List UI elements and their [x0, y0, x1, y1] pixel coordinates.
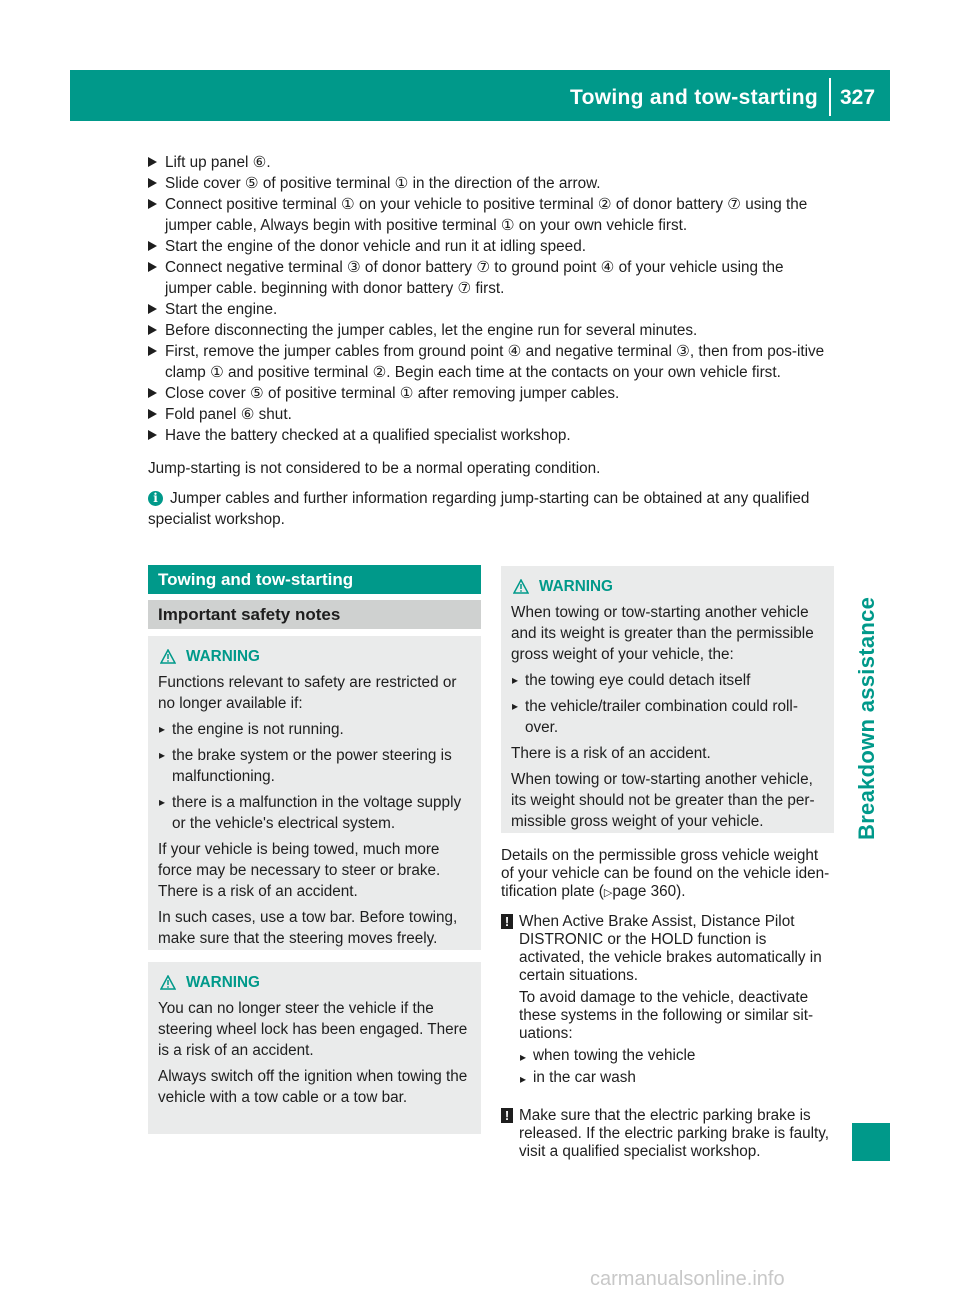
- step-text: . Begin each time at the contacts on your own vehicle first.: [386, 364, 781, 381]
- step-text: Connect positive terminal: [165, 196, 341, 213]
- step-arrow-icon: [148, 409, 157, 419]
- warning-intro: Functions relevant to safety are restricted or no longer available if:: [158, 674, 457, 712]
- step-text: and negative terminal: [521, 343, 677, 360]
- step-text: in the direction of the arrow.: [408, 175, 601, 192]
- step-arrow-icon: [148, 178, 157, 188]
- callout-number: ①: [210, 364, 224, 381]
- info-note: [148, 488, 834, 530]
- callout-number: ⑥: [252, 154, 267, 171]
- step-text: Start the engine.: [165, 301, 278, 318]
- step-arrow-icon: [148, 199, 157, 209]
- caution-paragraph: Make sure that the electric parking brake is released. If the electric parking brake is faulty, visit a qualified specialist workshop.: [519, 1107, 830, 1160]
- caution-paragraph: To avoid damage to the vehicle, deactivate these systems in the following or similar sit-uations:: [519, 989, 814, 1042]
- list-item: [519, 1047, 834, 1065]
- step-text: Lift up panel: [165, 154, 253, 171]
- step-text: of your vehicle using the jumper cable. beginning with donor battery: [165, 259, 784, 297]
- step-text: on your vehicle to positive terminal: [354, 196, 598, 213]
- step-text: using the jumper cable, Always begin with positive terminal: [165, 196, 808, 234]
- caution-icon: !: [501, 914, 513, 929]
- caution-paragraph: When Active Brake Assist, Distance Pilot DISTRONIC or the HOLD function is activated, the vehicle brakes automatically in certain situations.: [519, 913, 822, 984]
- warning-label: WARNING: [186, 974, 260, 991]
- step-text: Have the battery checked at a qualified specialist workshop.: [165, 427, 571, 444]
- step-text: Fold panel: [165, 406, 241, 423]
- step-arrow-icon: [148, 430, 157, 440]
- warning-paragraph: When towing or tow-starting another vehicle, its weight should not be greater than the per-missible gross weight of your vehicle.: [511, 771, 815, 830]
- step-item: [148, 257, 834, 299]
- step-text: after removing jumper cables.: [413, 385, 620, 402]
- step-text: .: [266, 154, 271, 171]
- bullet-icon: ▸: [512, 673, 519, 687]
- warning-triangle-icon: [513, 579, 529, 594]
- warning-heading: [158, 972, 473, 993]
- step-text: to ground point: [490, 259, 601, 276]
- list-item: [519, 1069, 834, 1087]
- step-text: on your own vehicle first.: [514, 217, 688, 234]
- callout-number: ②: [372, 364, 387, 381]
- callout-number: ①: [399, 385, 414, 402]
- callout-number: ①: [500, 217, 515, 234]
- details-paragraph: [501, 847, 834, 902]
- list-item-text: the brake system or the power steering is malfunctioning.: [172, 747, 452, 785]
- list-item-text: there is a malfunction in the voltage supply or the vehicle's electrical system.: [172, 794, 462, 832]
- chapter-marker: [852, 1123, 890, 1161]
- warning-triangle-icon: [160, 975, 176, 990]
- warning-heading: [511, 576, 826, 597]
- header-divider: [829, 78, 831, 116]
- subsection-heading: Important safety notes: [148, 600, 481, 629]
- warning-paragraph: In such cases, use a tow bar. Before towing, make sure that the steering moves freely.: [158, 909, 458, 947]
- callout-number: ⑤: [250, 385, 264, 402]
- warning-box-2: [148, 962, 481, 1134]
- warning-paragraph: There is a risk of an accident.: [511, 745, 711, 762]
- page-header-title: Towing and tow-starting: [570, 86, 818, 109]
- step-text: Start the engine of the donor vehicle and run it at idling speed.: [165, 238, 586, 255]
- step-text: of donor battery: [611, 196, 728, 213]
- step-text: , then from pos-itive clamp: [165, 343, 825, 381]
- bullet-icon: ▸: [159, 748, 166, 762]
- warning-paragraph: You can no longer steer the vehicle if the steering wheel lock has been engaged. There is a risk of an accident.: [158, 1000, 468, 1059]
- callout-number: ⑦: [727, 196, 741, 213]
- page-reference-link[interactable]: page 360: [612, 883, 677, 900]
- step-text: Connect negative terminal: [165, 259, 347, 276]
- step-arrow-icon: [148, 325, 157, 335]
- side-chapter-label: Breakdown assistance: [854, 596, 879, 840]
- bullet-icon: ▸: [159, 795, 166, 809]
- step-text: shut.: [254, 406, 292, 423]
- callout-number: ④: [507, 343, 522, 360]
- callout-number: ②: [597, 196, 612, 213]
- step-arrow-icon: [148, 157, 157, 167]
- warning-heading: [158, 646, 473, 667]
- list-item: [158, 719, 473, 740]
- list-item-text: the towing eye could detach itself: [525, 672, 751, 689]
- step-arrow-icon: [148, 241, 157, 251]
- list-item-text: in the car wash: [533, 1069, 636, 1086]
- callout-number: ⑥: [240, 406, 255, 423]
- list-item: [511, 696, 826, 738]
- step-list: [148, 152, 834, 446]
- callout-number: ③: [676, 343, 690, 360]
- step-text: of positive terminal: [258, 175, 395, 192]
- watermark: carmanualsonline.info: [590, 1268, 785, 1290]
- step-item: [148, 173, 834, 194]
- section-heading: Towing and tow-starting: [148, 565, 481, 594]
- step-arrow-icon: [148, 388, 157, 398]
- list-item: [158, 745, 473, 787]
- callout-number: ④: [600, 259, 615, 276]
- list-item-text: when towing the vehicle: [533, 1047, 696, 1064]
- step-item: [148, 425, 834, 446]
- list-item: [511, 670, 826, 691]
- step-text: Before disconnecting the jumper cables, let the engine run for several minutes.: [165, 322, 698, 339]
- step-item: [148, 383, 834, 404]
- details-text-end: ).: [676, 883, 686, 900]
- warning-label: WARNING: [186, 648, 260, 665]
- page-ref-arrow-icon: ▷: [603, 887, 613, 899]
- bullet-icon: ▸: [520, 1050, 527, 1064]
- caution-icon: !: [501, 1108, 513, 1123]
- warning-box-1: [148, 636, 481, 950]
- callout-number: ①: [341, 196, 355, 213]
- step-item: [148, 299, 834, 320]
- warning-intro: When towing or tow-starting another vehicle and its weight is greater than the permissible gross weight of your vehicle, the:: [511, 604, 814, 663]
- step-arrow-icon: [148, 262, 157, 272]
- step-text: Slide cover: [165, 175, 245, 192]
- bullet-icon: ▸: [159, 722, 166, 736]
- callout-number: ⑦: [457, 280, 472, 297]
- callout-number: ③: [346, 259, 361, 276]
- step-item: [148, 152, 834, 173]
- details-text: Details on the permissible gross vehicle weight of your vehicle can be found on the vehicle iden-tification plate (: [501, 847, 830, 900]
- note-text: Jump-starting is not considered to be a normal operating condition.: [148, 460, 601, 477]
- list-item: [158, 792, 473, 834]
- step-item: [148, 341, 834, 383]
- bullet-icon: ▸: [520, 1072, 527, 1086]
- step-item: [148, 404, 834, 425]
- caution-note-1: [501, 913, 834, 1091]
- step-text: Close cover: [165, 385, 251, 402]
- caution-note-2: [501, 1107, 834, 1161]
- list-item-text: the engine is not running.: [172, 721, 344, 738]
- step-item: [148, 236, 834, 257]
- step-text: of positive terminal: [263, 385, 400, 402]
- page-number: 327: [840, 86, 876, 109]
- callout-number: ⑤: [244, 175, 259, 192]
- step-text: and positive terminal: [223, 364, 373, 381]
- step-text: first.: [471, 280, 505, 297]
- warning-paragraph: Always switch off the ignition when towing the vehicle with a tow cable or a tow bar.: [158, 1068, 468, 1106]
- warning-box-3: [501, 566, 834, 833]
- step-arrow-icon: [148, 346, 157, 356]
- step-item: [148, 320, 834, 341]
- info-text: Jumper cables and further information regarding jump-starting can be obtained at any qualified specialist workshop.: [148, 490, 810, 528]
- step-text: First, remove the jumper cables from ground point: [165, 343, 508, 360]
- step-item: [148, 194, 834, 236]
- list-item-text: the vehicle/trailer combination could roll-over.: [525, 698, 798, 736]
- step-text: of donor battery: [360, 259, 477, 276]
- warning-triangle-icon: [160, 649, 176, 664]
- warning-label: WARNING: [539, 578, 613, 595]
- callout-number: ①: [394, 175, 409, 192]
- callout-number: ⑦: [476, 259, 491, 276]
- bullet-icon: ▸: [512, 699, 519, 713]
- warning-paragraph: If your vehicle is being towed, much more force may be necessary to steer or brake. There is a risk of an accident.: [158, 841, 441, 900]
- step-arrow-icon: [148, 304, 157, 314]
- info-icon: i: [148, 491, 163, 506]
